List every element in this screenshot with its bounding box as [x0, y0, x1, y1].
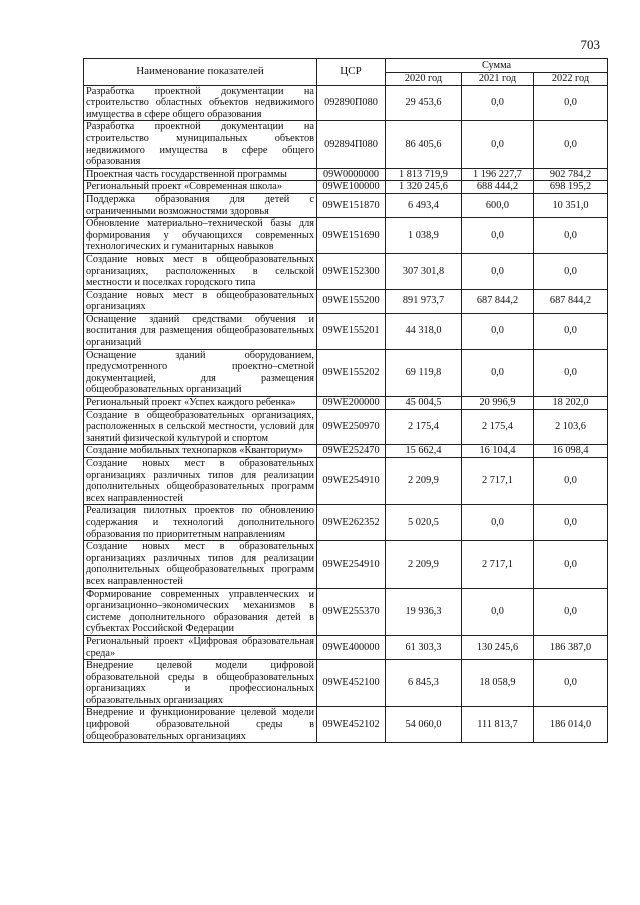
- table-body: [84, 85, 608, 743]
- row-value-2020-cell: 2 209,9: [386, 458, 462, 505]
- row-name-cell: Разработка проектной документации на строительство областных объектов недвижимого имущества в сфере общего образования: [84, 85, 317, 121]
- row-value-2022-cell: 2 103,6: [534, 409, 608, 445]
- row-value-2021-cell: 18 058,9: [462, 660, 534, 707]
- table-row: [84, 660, 608, 707]
- row-name-cell: Создание мобильных технопарков «Кванториум»: [84, 445, 317, 458]
- row-value-2020-cell: 1 038,9: [386, 218, 462, 254]
- row-name-cell: Разработка проектной документации на строительство муниципальных объектов недвижимого имущества в сфере общего образования: [84, 121, 317, 168]
- table-row: [84, 458, 608, 505]
- row-value-2022-cell: 902 784,2: [534, 168, 608, 181]
- table-row: [84, 541, 608, 588]
- row-value-2020-cell: 19 936,3: [386, 588, 462, 635]
- table-row: [84, 349, 608, 396]
- row-value-2022-cell: 698 195,2: [534, 181, 608, 194]
- row-value-2021-cell: 2 175,4: [462, 409, 534, 445]
- row-name-cell: Внедрение и функционирование целевой модели цифровой образовательной среды в общеобразовательных организациях: [84, 707, 317, 743]
- row-value-2020-cell: 307 301,8: [386, 253, 462, 289]
- row-value-2020-cell: 44 318,0: [386, 313, 462, 349]
- table-row: [84, 313, 608, 349]
- row-code-cell: 092890П080: [317, 85, 386, 121]
- row-value-2022-cell: 0,0: [534, 253, 608, 289]
- row-code-cell: 09W0000000: [317, 168, 386, 181]
- row-value-2022-cell: 0,0: [534, 458, 608, 505]
- column-header-sum: Сумма: [386, 59, 608, 73]
- row-code-cell: 092894П080: [317, 121, 386, 168]
- row-code-cell: 09WE152300: [317, 253, 386, 289]
- table-row: [84, 181, 608, 194]
- row-value-2022-cell: 0,0: [534, 218, 608, 254]
- row-value-2022-cell: 0,0: [534, 541, 608, 588]
- table-row: [84, 505, 608, 541]
- row-value-2020-cell: 6 493,4: [386, 193, 462, 217]
- row-value-2021-cell: 0,0: [462, 349, 534, 396]
- column-header-year-2020: 2020 год: [386, 73, 462, 86]
- row-value-2020-cell: 61 303,3: [386, 635, 462, 659]
- row-code-cell: 09WE252470: [317, 445, 386, 458]
- row-code-cell: 09WE155202: [317, 349, 386, 396]
- row-name-cell: Поддержка образования для детей с ограниченными возможностями здоровья: [84, 193, 317, 217]
- row-code-cell: 09WE155201: [317, 313, 386, 349]
- table-row: [84, 707, 608, 743]
- table-row: [84, 289, 608, 313]
- row-code-cell: 09WE254910: [317, 458, 386, 505]
- row-code-cell: 09WE262352: [317, 505, 386, 541]
- row-code-cell: 09WE255370: [317, 588, 386, 635]
- row-name-cell: Создание новых мест в образовательных организациях различных типов для реализации дополнительных общеобразовательных программ всех направленностей: [84, 458, 317, 505]
- row-value-2020-cell: 54 060,0: [386, 707, 462, 743]
- row-name-cell: Региональный проект «Современная школа»: [84, 181, 317, 194]
- row-value-2022-cell: 0,0: [534, 85, 608, 121]
- column-header-year-2021: 2021 год: [462, 73, 534, 86]
- row-value-2021-cell: 1 196 227,7: [462, 168, 534, 181]
- row-name-cell: Создание новых мест в общеобразовательных организациях: [84, 289, 317, 313]
- row-code-cell: 09WE151690: [317, 218, 386, 254]
- row-value-2021-cell: 0,0: [462, 253, 534, 289]
- row-value-2021-cell: 0,0: [462, 313, 534, 349]
- row-value-2020-cell: 15 662,4: [386, 445, 462, 458]
- column-header-code: ЦСР: [317, 59, 386, 86]
- row-value-2020-cell: 2 209,9: [386, 541, 462, 588]
- page-number: 703: [580, 37, 600, 52]
- row-code-cell: 09WE452102: [317, 707, 386, 743]
- table-row: [84, 85, 608, 121]
- column-header-name: Наименование показателей: [84, 59, 317, 86]
- row-name-cell: Региональный проект «Цифровая образовательная среда»: [84, 635, 317, 659]
- row-name-cell: Формирование современных управленческих и организационно–экономических механизмов в системе дополнительного образования детей в субъектах Российской Федерации: [84, 588, 317, 635]
- row-value-2021-cell: 0,0: [462, 588, 534, 635]
- row-value-2020-cell: 29 453,6: [386, 85, 462, 121]
- row-code-cell: 09WE254910: [317, 541, 386, 588]
- row-code-cell: 09WE100000: [317, 181, 386, 194]
- row-code-cell: 09WE250970: [317, 409, 386, 445]
- row-code-cell: 09WE155200: [317, 289, 386, 313]
- row-value-2021-cell: 130 245,6: [462, 635, 534, 659]
- row-value-2020-cell: 45 004,5: [386, 397, 462, 410]
- row-value-2021-cell: 2 717,1: [462, 458, 534, 505]
- row-value-2021-cell: 0,0: [462, 218, 534, 254]
- row-value-2022-cell: 16 098,4: [534, 445, 608, 458]
- row-value-2022-cell: 186 387,0: [534, 635, 608, 659]
- row-code-cell: 09WE452100: [317, 660, 386, 707]
- table-row: [84, 588, 608, 635]
- row-code-cell: 09WE200000: [317, 397, 386, 410]
- row-code-cell: 09WE151870: [317, 193, 386, 217]
- row-name-cell: Внедрение целевой модели цифровой образовательной среды в общеобразовательных организациях и профессиональных образовательных организациях: [84, 660, 317, 707]
- row-value-2021-cell: 16 104,4: [462, 445, 534, 458]
- row-value-2022-cell: 18 202,0: [534, 397, 608, 410]
- row-value-2020-cell: 86 405,6: [386, 121, 462, 168]
- row-value-2020-cell: 69 119,8: [386, 349, 462, 396]
- table-row: [84, 168, 608, 181]
- row-name-cell: Оснащение зданий оборудованием, предусмотренного проектно–сметной документацией, для размещения общеобразовательных организаций: [84, 349, 317, 396]
- budget-table: [83, 58, 608, 743]
- row-value-2021-cell: 111 813,7: [462, 707, 534, 743]
- row-value-2020-cell: 1 813 719,9: [386, 168, 462, 181]
- row-value-2020-cell: 1 320 245,6: [386, 181, 462, 194]
- row-name-cell: Проектная часть государственной программы: [84, 168, 317, 181]
- table-row: [84, 121, 608, 168]
- row-name-cell: Создание в общеобразовательных организациях, расположенных в сельской местности, условий для занятий физической культурой и спортом: [84, 409, 317, 445]
- table-row: [84, 635, 608, 659]
- row-name-cell: Создание новых мест в образовательных организациях различных типов для реализации дополнительных общеобразовательных программ всех направленностей: [84, 541, 317, 588]
- column-header-year-2022: 2022 год: [534, 73, 608, 86]
- row-name-cell: Обновление материально–технической базы для формирования у обучающихся современных технологических и гуманитарных навыков: [84, 218, 317, 254]
- table-row: [84, 193, 608, 217]
- row-value-2021-cell: 0,0: [462, 121, 534, 168]
- row-value-2021-cell: 20 996,9: [462, 397, 534, 410]
- table-row: [84, 218, 608, 254]
- row-value-2022-cell: 0,0: [534, 505, 608, 541]
- row-name-cell: Оснащение зданий средствами обучения и воспитания для размещения общеобразовательных организаций: [84, 313, 317, 349]
- row-value-2022-cell: 0,0: [534, 588, 608, 635]
- row-value-2022-cell: 0,0: [534, 349, 608, 396]
- table-row: [84, 253, 608, 289]
- row-value-2021-cell: 688 444,2: [462, 181, 534, 194]
- row-value-2021-cell: 0,0: [462, 505, 534, 541]
- row-value-2022-cell: 10 351,0: [534, 193, 608, 217]
- row-value-2022-cell: 0,0: [534, 313, 608, 349]
- row-value-2020-cell: 891 973,7: [386, 289, 462, 313]
- table-row: [84, 409, 608, 445]
- table-row: [84, 445, 608, 458]
- row-value-2021-cell: 687 844,2: [462, 289, 534, 313]
- row-code-cell: 09WE400000: [317, 635, 386, 659]
- row-name-cell: Региональный проект «Успех каждого ребенка»: [84, 397, 317, 410]
- row-value-2022-cell: 186 014,0: [534, 707, 608, 743]
- row-value-2022-cell: 687 844,2: [534, 289, 608, 313]
- row-value-2020-cell: 6 845,3: [386, 660, 462, 707]
- row-value-2021-cell: 2 717,1: [462, 541, 534, 588]
- row-value-2020-cell: 5 020,5: [386, 505, 462, 541]
- row-value-2021-cell: 0,0: [462, 85, 534, 121]
- row-name-cell: Создание новых мест в общеобразовательных организациях, расположенных в сельской местности и поселках городского типа: [84, 253, 317, 289]
- table-row: [84, 397, 608, 410]
- row-value-2022-cell: 0,0: [534, 121, 608, 168]
- row-value-2020-cell: 2 175,4: [386, 409, 462, 445]
- row-value-2022-cell: 0,0: [534, 660, 608, 707]
- row-name-cell: Реализация пилотных проектов по обновлению содержания и технологий дополнительного образования по приоритетным направлениям: [84, 505, 317, 541]
- row-value-2021-cell: 600,0: [462, 193, 534, 217]
